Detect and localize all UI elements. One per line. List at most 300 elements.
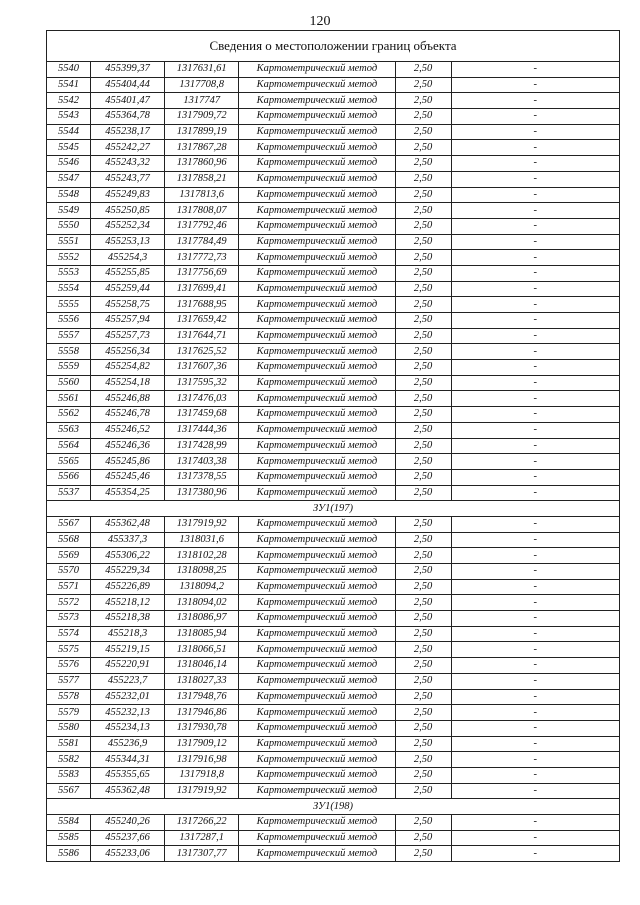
point-number-cell: 5540 <box>47 62 91 78</box>
table-row <box>47 705 620 721</box>
description-cell: - <box>451 579 619 595</box>
description-cell: - <box>451 454 619 470</box>
method-cell: Картометрический метод <box>239 705 395 721</box>
x-coordinate-cell: 455229,34 <box>91 564 165 580</box>
method-cell: Картометрический метод <box>239 658 395 674</box>
point-number-cell: 5575 <box>47 642 91 658</box>
table-row <box>47 752 620 768</box>
y-coordinate-cell: 1318098,25 <box>165 564 239 580</box>
x-coordinate-cell: 455401,47 <box>91 93 165 109</box>
table-row <box>47 93 620 109</box>
y-coordinate-cell: 1317813,6 <box>165 187 239 203</box>
x-coordinate-cell: 455254,3 <box>91 250 165 266</box>
x-coordinate-cell: 455238,17 <box>91 124 165 140</box>
table-row <box>47 407 620 423</box>
accuracy-cell: 2,50 <box>395 579 451 595</box>
accuracy-cell: 2,50 <box>395 93 451 109</box>
method-cell: Картометрический метод <box>239 485 395 501</box>
method-cell: Картометрический метод <box>239 344 395 360</box>
description-cell: - <box>451 234 619 250</box>
method-cell: Картометрический метод <box>239 77 395 93</box>
description-cell: - <box>451 313 619 329</box>
y-coordinate-cell: 1317459,68 <box>165 407 239 423</box>
method-cell: Картометрический метод <box>239 532 395 548</box>
x-coordinate-cell: 455226,89 <box>91 579 165 595</box>
point-number-cell: 5552 <box>47 250 91 266</box>
point-number-cell: 5542 <box>47 93 91 109</box>
point-number-cell: 5537 <box>47 485 91 501</box>
point-number-cell: 5549 <box>47 203 91 219</box>
point-number-cell: 5560 <box>47 375 91 391</box>
method-cell: Картометрический метод <box>239 454 395 470</box>
method-cell: Картометрический метод <box>239 611 395 627</box>
point-number-cell: 5577 <box>47 673 91 689</box>
accuracy-cell: 2,50 <box>395 62 451 78</box>
point-number-cell: 5580 <box>47 720 91 736</box>
description-cell: - <box>451 77 619 93</box>
point-number-cell: 5581 <box>47 736 91 752</box>
accuracy-cell: 2,50 <box>395 328 451 344</box>
accuracy-cell: 2,50 <box>395 720 451 736</box>
y-coordinate-cell: 1318102,28 <box>165 548 239 564</box>
y-coordinate-cell: 1317909,12 <box>165 736 239 752</box>
point-number-cell: 5558 <box>47 344 91 360</box>
method-cell: Картометрический метод <box>239 783 395 799</box>
x-coordinate-cell: 455257,94 <box>91 313 165 329</box>
accuracy-cell: 2,50 <box>395 689 451 705</box>
table-row <box>47 344 620 360</box>
y-coordinate-cell: 1317607,36 <box>165 360 239 376</box>
x-coordinate-cell: 455364,78 <box>91 109 165 125</box>
x-coordinate-cell: 455254,82 <box>91 360 165 376</box>
point-number-cell: 5544 <box>47 124 91 140</box>
method-cell: Картометрический метод <box>239 422 395 438</box>
point-number-cell: 5571 <box>47 579 91 595</box>
point-number-cell: 5556 <box>47 313 91 329</box>
point-number-cell: 5564 <box>47 438 91 454</box>
accuracy-cell: 2,50 <box>395 783 451 799</box>
method-cell: Картометрический метод <box>239 548 395 564</box>
method-cell: Картометрический метод <box>239 673 395 689</box>
method-cell: Картометрический метод <box>239 642 395 658</box>
y-coordinate-cell: 1317899,19 <box>165 124 239 140</box>
description-cell: - <box>451 391 619 407</box>
y-coordinate-cell: 1317747 <box>165 93 239 109</box>
description-cell: - <box>451 516 619 532</box>
table-row <box>47 250 620 266</box>
table-row <box>47 438 620 454</box>
description-cell: - <box>451 109 619 125</box>
table-row <box>47 485 620 501</box>
table-row <box>47 815 620 831</box>
accuracy-cell: 2,50 <box>395 313 451 329</box>
boundary-coordinates-table <box>46 30 620 862</box>
description-cell: - <box>451 658 619 674</box>
y-coordinate-cell: 1317784,49 <box>165 234 239 250</box>
table-row <box>47 297 620 313</box>
method-cell: Картометрический метод <box>239 93 395 109</box>
description-cell: - <box>451 469 619 485</box>
x-coordinate-cell: 455234,13 <box>91 720 165 736</box>
point-number-cell: 5550 <box>47 218 91 234</box>
table-row <box>47 140 620 156</box>
table-row <box>47 689 620 705</box>
table-header-row <box>47 31 620 62</box>
y-coordinate-cell: 1317772,73 <box>165 250 239 266</box>
method-cell: Картометрический метод <box>239 407 395 423</box>
table-row <box>47 469 620 485</box>
table-row <box>47 391 620 407</box>
point-number-cell: 5582 <box>47 752 91 768</box>
method-cell: Картометрический метод <box>239 360 395 376</box>
accuracy-cell: 2,50 <box>395 234 451 250</box>
method-cell: Картометрический метод <box>239 736 395 752</box>
description-cell: - <box>451 407 619 423</box>
description-cell: - <box>451 830 619 846</box>
table-row <box>47 265 620 281</box>
description-cell: - <box>451 140 619 156</box>
method-cell: Картометрический метод <box>239 140 395 156</box>
x-coordinate-cell: 455246,36 <box>91 438 165 454</box>
y-coordinate-cell: 1317444,36 <box>165 422 239 438</box>
accuracy-cell: 2,50 <box>395 297 451 313</box>
description-cell: - <box>451 281 619 297</box>
accuracy-cell: 2,50 <box>395 187 451 203</box>
accuracy-cell: 2,50 <box>395 454 451 470</box>
point-number-cell: 5585 <box>47 830 91 846</box>
method-cell: Картометрический метод <box>239 626 395 642</box>
description-cell: - <box>451 438 619 454</box>
point-number-cell: 5578 <box>47 689 91 705</box>
y-coordinate-cell: 1318031,6 <box>165 532 239 548</box>
point-number-cell: 5547 <box>47 171 91 187</box>
table-row <box>47 328 620 344</box>
method-cell: Картометрический метод <box>239 313 395 329</box>
point-number-cell: 5554 <box>47 281 91 297</box>
point-number-cell: 5572 <box>47 595 91 611</box>
y-coordinate-cell: 1317867,28 <box>165 140 239 156</box>
point-number-cell: 5586 <box>47 846 91 862</box>
accuracy-cell: 2,50 <box>395 815 451 831</box>
description-cell: - <box>451 705 619 721</box>
accuracy-cell: 2,50 <box>395 626 451 642</box>
y-coordinate-cell: 1317946,86 <box>165 705 239 721</box>
y-coordinate-cell: 1317631,61 <box>165 62 239 78</box>
table-row <box>47 736 620 752</box>
method-cell: Картометрический метод <box>239 281 395 297</box>
accuracy-cell: 2,50 <box>395 218 451 234</box>
point-number-cell: 5568 <box>47 532 91 548</box>
table-row <box>47 234 620 250</box>
x-coordinate-cell: 455243,77 <box>91 171 165 187</box>
description-cell: - <box>451 187 619 203</box>
table-row <box>47 156 620 172</box>
table-row <box>47 548 620 564</box>
section-label: ЗУ1(197) <box>47 501 620 517</box>
y-coordinate-cell: 1317644,71 <box>165 328 239 344</box>
description-cell: - <box>451 642 619 658</box>
table-row <box>47 360 620 376</box>
y-coordinate-cell: 1317266,22 <box>165 815 239 831</box>
description-cell: - <box>451 736 619 752</box>
x-coordinate-cell: 455245,86 <box>91 454 165 470</box>
y-coordinate-cell: 1317756,69 <box>165 265 239 281</box>
x-coordinate-cell: 455233,06 <box>91 846 165 862</box>
table-title: Сведения о местоположении границ объекта <box>47 31 620 62</box>
method-cell: Картометрический метод <box>239 187 395 203</box>
description-cell: - <box>451 485 619 501</box>
method-cell: Картометрический метод <box>239 830 395 846</box>
point-number-cell: 5562 <box>47 407 91 423</box>
method-cell: Картометрический метод <box>239 265 395 281</box>
table-row <box>47 846 620 862</box>
x-coordinate-cell: 455232,01 <box>91 689 165 705</box>
x-coordinate-cell: 455355,65 <box>91 767 165 783</box>
y-coordinate-cell: 1317476,03 <box>165 391 239 407</box>
accuracy-cell: 2,50 <box>395 109 451 125</box>
table-row <box>47 642 620 658</box>
method-cell: Картометрический метод <box>239 720 395 736</box>
x-coordinate-cell: 455362,48 <box>91 783 165 799</box>
accuracy-cell: 2,50 <box>395 422 451 438</box>
method-cell: Картометрический метод <box>239 469 395 485</box>
description-cell: - <box>451 532 619 548</box>
description-cell: - <box>451 62 619 78</box>
accuracy-cell: 2,50 <box>395 485 451 501</box>
table-row <box>47 720 620 736</box>
accuracy-cell: 2,50 <box>395 548 451 564</box>
description-cell: - <box>451 203 619 219</box>
table-row <box>47 218 620 234</box>
y-coordinate-cell: 1317380,96 <box>165 485 239 501</box>
description-cell: - <box>451 752 619 768</box>
accuracy-cell: 2,50 <box>395 595 451 611</box>
method-cell: Картометрический метод <box>239 250 395 266</box>
method-cell: Картометрический метод <box>239 218 395 234</box>
table-row <box>47 564 620 580</box>
x-coordinate-cell: 455242,27 <box>91 140 165 156</box>
method-cell: Картометрический метод <box>239 328 395 344</box>
method-cell: Картометрический метод <box>239 846 395 862</box>
table-row <box>47 375 620 391</box>
method-cell: Картометрический метод <box>239 595 395 611</box>
x-coordinate-cell: 455254,18 <box>91 375 165 391</box>
y-coordinate-cell: 1317403,38 <box>165 454 239 470</box>
point-number-cell: 5565 <box>47 454 91 470</box>
description-cell: - <box>451 344 619 360</box>
x-coordinate-cell: 455257,73 <box>91 328 165 344</box>
x-coordinate-cell: 455240,26 <box>91 815 165 831</box>
x-coordinate-cell: 455252,34 <box>91 218 165 234</box>
description-cell: - <box>451 611 619 627</box>
x-coordinate-cell: 455404,44 <box>91 77 165 93</box>
description-cell: - <box>451 815 619 831</box>
description-cell: - <box>451 689 619 705</box>
y-coordinate-cell: 1317708,8 <box>165 77 239 93</box>
accuracy-cell: 2,50 <box>395 846 451 862</box>
description-cell: - <box>451 360 619 376</box>
y-coordinate-cell: 1317428,99 <box>165 438 239 454</box>
accuracy-cell: 2,50 <box>395 407 451 423</box>
accuracy-cell: 2,50 <box>395 564 451 580</box>
description-cell: - <box>451 626 619 642</box>
accuracy-cell: 2,50 <box>395 171 451 187</box>
y-coordinate-cell: 1317930,78 <box>165 720 239 736</box>
y-coordinate-cell: 1318094,02 <box>165 595 239 611</box>
x-coordinate-cell: 455219,15 <box>91 642 165 658</box>
description-cell: - <box>451 250 619 266</box>
description-cell: - <box>451 422 619 438</box>
table-row <box>47 313 620 329</box>
accuracy-cell: 2,50 <box>395 673 451 689</box>
accuracy-cell: 2,50 <box>395 140 451 156</box>
y-coordinate-cell: 1317595,32 <box>165 375 239 391</box>
accuracy-cell: 2,50 <box>395 642 451 658</box>
point-number-cell: 5543 <box>47 109 91 125</box>
method-cell: Картометрический метод <box>239 375 395 391</box>
description-cell: - <box>451 767 619 783</box>
y-coordinate-cell: 1317659,42 <box>165 313 239 329</box>
description-cell: - <box>451 328 619 344</box>
y-coordinate-cell: 1318085,94 <box>165 626 239 642</box>
method-cell: Картометрический метод <box>239 62 395 78</box>
description-cell: - <box>451 218 619 234</box>
table-row <box>47 109 620 125</box>
description-cell: - <box>451 171 619 187</box>
method-cell: Картометрический метод <box>239 689 395 705</box>
table-row <box>47 767 620 783</box>
table-row <box>47 673 620 689</box>
x-coordinate-cell: 455223,7 <box>91 673 165 689</box>
point-number-cell: 5569 <box>47 548 91 564</box>
x-coordinate-cell: 455218,12 <box>91 595 165 611</box>
x-coordinate-cell: 455258,75 <box>91 297 165 313</box>
description-cell: - <box>451 783 619 799</box>
table-row <box>47 579 620 595</box>
point-number-cell: 5567 <box>47 516 91 532</box>
description-cell: - <box>451 375 619 391</box>
y-coordinate-cell: 1317307,77 <box>165 846 239 862</box>
y-coordinate-cell: 1317287,1 <box>165 830 239 846</box>
accuracy-cell: 2,50 <box>395 391 451 407</box>
point-number-cell: 5551 <box>47 234 91 250</box>
method-cell: Картометрический метод <box>239 438 395 454</box>
point-number-cell: 5563 <box>47 422 91 438</box>
y-coordinate-cell: 1317858,21 <box>165 171 239 187</box>
point-number-cell: 5584 <box>47 815 91 831</box>
x-coordinate-cell: 455250,85 <box>91 203 165 219</box>
y-coordinate-cell: 1318086,97 <box>165 611 239 627</box>
table-row <box>47 532 620 548</box>
accuracy-cell: 2,50 <box>395 360 451 376</box>
x-coordinate-cell: 455253,13 <box>91 234 165 250</box>
x-coordinate-cell: 455245,46 <box>91 469 165 485</box>
point-number-cell: 5546 <box>47 156 91 172</box>
description-cell: - <box>451 265 619 281</box>
x-coordinate-cell: 455232,13 <box>91 705 165 721</box>
description-cell: - <box>451 673 619 689</box>
description-cell: - <box>451 124 619 140</box>
accuracy-cell: 2,50 <box>395 705 451 721</box>
method-cell: Картометрический метод <box>239 516 395 532</box>
x-coordinate-cell: 455218,38 <box>91 611 165 627</box>
point-number-cell: 5559 <box>47 360 91 376</box>
accuracy-cell: 2,50 <box>395 516 451 532</box>
table-row <box>47 124 620 140</box>
description-cell: - <box>451 564 619 580</box>
point-number-cell: 5548 <box>47 187 91 203</box>
y-coordinate-cell: 1317919,92 <box>165 783 239 799</box>
table-row <box>47 203 620 219</box>
method-cell: Картометрический метод <box>239 752 395 768</box>
table-row <box>47 626 620 642</box>
y-coordinate-cell: 1318046,14 <box>165 658 239 674</box>
x-coordinate-cell: 455354,25 <box>91 485 165 501</box>
point-number-cell: 5576 <box>47 658 91 674</box>
x-coordinate-cell: 455220,91 <box>91 658 165 674</box>
point-number-cell: 5545 <box>47 140 91 156</box>
y-coordinate-cell: 1317699,41 <box>165 281 239 297</box>
y-coordinate-cell: 1317918,8 <box>165 767 239 783</box>
table-row <box>47 171 620 187</box>
method-cell: Картометрический метод <box>239 171 395 187</box>
table-row <box>47 783 620 799</box>
x-coordinate-cell: 455237,66 <box>91 830 165 846</box>
x-coordinate-cell: 455259,44 <box>91 281 165 297</box>
x-coordinate-cell: 455246,78 <box>91 407 165 423</box>
y-coordinate-cell: 1317625,52 <box>165 344 239 360</box>
method-cell: Картометрический метод <box>239 234 395 250</box>
x-coordinate-cell: 455246,52 <box>91 422 165 438</box>
accuracy-cell: 2,50 <box>395 375 451 391</box>
point-number-cell: 5541 <box>47 77 91 93</box>
accuracy-cell: 2,50 <box>395 281 451 297</box>
point-number-cell: 5573 <box>47 611 91 627</box>
y-coordinate-cell: 1317860,96 <box>165 156 239 172</box>
accuracy-cell: 2,50 <box>395 344 451 360</box>
description-cell: - <box>451 595 619 611</box>
accuracy-cell: 2,50 <box>395 250 451 266</box>
x-coordinate-cell: 455399,37 <box>91 62 165 78</box>
method-cell: Картометрический метод <box>239 203 395 219</box>
table-row <box>47 422 620 438</box>
point-number-cell: 5553 <box>47 265 91 281</box>
description-cell: - <box>451 93 619 109</box>
description-cell: - <box>451 548 619 564</box>
point-number-cell: 5567 <box>47 783 91 799</box>
accuracy-cell: 2,50 <box>395 658 451 674</box>
description-cell: - <box>451 297 619 313</box>
x-coordinate-cell: 455236,9 <box>91 736 165 752</box>
description-cell: - <box>451 846 619 862</box>
x-coordinate-cell: 455306,22 <box>91 548 165 564</box>
y-coordinate-cell: 1317792,46 <box>165 218 239 234</box>
point-number-cell: 5555 <box>47 297 91 313</box>
point-number-cell: 5557 <box>47 328 91 344</box>
y-coordinate-cell: 1317948,76 <box>165 689 239 705</box>
method-cell: Картометрический метод <box>239 767 395 783</box>
accuracy-cell: 2,50 <box>395 156 451 172</box>
x-coordinate-cell: 455362,48 <box>91 516 165 532</box>
point-number-cell: 5570 <box>47 564 91 580</box>
accuracy-cell: 2,50 <box>395 203 451 219</box>
table-row <box>47 62 620 78</box>
accuracy-cell: 2,50 <box>395 752 451 768</box>
point-number-cell: 5579 <box>47 705 91 721</box>
table-row <box>47 516 620 532</box>
y-coordinate-cell: 1317378,55 <box>165 469 239 485</box>
x-coordinate-cell: 455344,31 <box>91 752 165 768</box>
